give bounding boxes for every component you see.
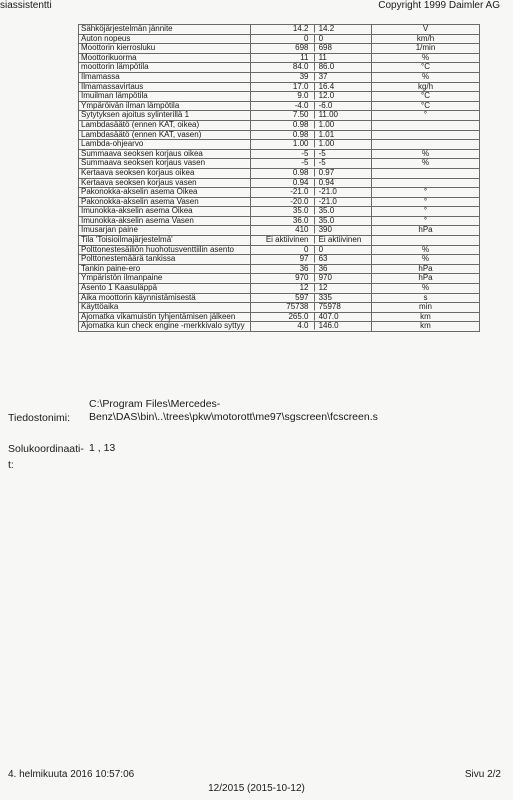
value-b-cell: [312, 111, 372, 121]
table-row: [79, 53, 480, 63]
parameter-name: moottorin lämpötila: [79, 63, 251, 73]
parameter-name: Sytytyksen ajoitus sylinterillä 1: [79, 111, 251, 121]
header-copyright: Copyright 1999 Daimler AG: [378, 0, 500, 11]
value-b-cell: [312, 312, 372, 322]
value-b: 0: [318, 34, 324, 43]
value-b-cell: [312, 255, 372, 265]
table-row: [79, 140, 480, 150]
value-separator: |: [313, 24, 316, 33]
value-b: 0: [318, 245, 324, 254]
value-a: 4.0: [251, 322, 312, 332]
parameter-name: Ajomatka kun check engine -merkkivalo syttyy: [79, 322, 251, 332]
value-b: 146.0: [318, 321, 339, 331]
value-b: -5: [318, 158, 326, 168]
value-b: -21.0: [318, 197, 337, 206]
unit: min: [372, 303, 480, 313]
unit: km/h: [372, 34, 480, 44]
value-a: 12: [251, 284, 312, 294]
table-row: [79, 149, 480, 159]
parameter-name: Ympäröivän ilman lämpötila: [79, 101, 251, 111]
value-b: 390: [318, 225, 332, 235]
value-b-cell: [312, 322, 372, 332]
header-app-name: siassistentti: [0, 0, 52, 11]
parameter-name: Ilmamassavirtaus: [79, 82, 251, 92]
parameter-name: Tila 'Toisioilmajärjestelmä': [79, 236, 251, 246]
value-b-cell: [312, 264, 372, 274]
value-a: 698: [251, 44, 312, 54]
parameter-name: Käyttöaika: [79, 303, 251, 313]
table-row: [79, 25, 480, 35]
unit: km: [372, 322, 480, 332]
table-row: [79, 178, 480, 188]
cell-coordinates-label: Solukoordinaati-t:: [8, 443, 84, 471]
value-separator: |: [313, 168, 316, 177]
value-a: 75738: [251, 303, 312, 313]
table-row: [79, 159, 480, 169]
table-row: [79, 82, 480, 92]
table-row: [79, 264, 480, 274]
value-separator: |: [313, 34, 316, 43]
table-row: [79, 293, 480, 303]
value-b: 407.0: [318, 312, 339, 321]
value-b-cell: [312, 159, 372, 169]
filename-label: Tiedostonimi:: [8, 412, 71, 424]
parameter-name: Lambdasäätö (ennen KAT, vasen): [79, 130, 251, 140]
value-b-cell: [312, 293, 372, 303]
value-b: 14.2: [318, 24, 335, 33]
value-b-cell: [312, 101, 372, 111]
unit: [372, 140, 480, 150]
unit: [372, 130, 480, 140]
value-a: 597: [251, 293, 312, 303]
unit: [372, 168, 480, 178]
value-b-cell: [312, 245, 372, 255]
value-b: 0.94: [318, 178, 335, 187]
unit: [372, 120, 480, 130]
parameter-name: Ympäristön ilmanpaine: [79, 274, 251, 284]
value-separator: |: [313, 130, 316, 139]
value-b: 37: [318, 72, 328, 81]
unit: °: [372, 216, 480, 226]
value-b-cell: [312, 82, 372, 92]
value-b-cell: [312, 168, 372, 178]
parameter-name: Auton nopeus: [79, 34, 251, 44]
unit: V: [372, 25, 480, 35]
value-separator: |: [313, 110, 316, 120]
table-row: [79, 168, 480, 178]
value-b: 63: [318, 254, 328, 264]
value-b-cell: [312, 188, 372, 198]
value-b-cell: [312, 274, 372, 284]
value-separator: |: [313, 139, 316, 149]
value-b: 86.0: [318, 62, 335, 72]
value-b: 970: [318, 273, 332, 283]
value-b-cell: [312, 25, 372, 35]
value-separator: |: [313, 120, 316, 129]
parameter-name: Pakonokka-akselin asema Vasen: [79, 197, 251, 207]
value-separator: |: [313, 245, 316, 254]
cell-coordinates-value: 1 , 13: [89, 442, 116, 454]
parameter-name: Pakonokka-akselin asema Oikea: [79, 188, 251, 198]
value-a: 39: [251, 72, 312, 82]
unit: hPa: [372, 274, 480, 284]
parameter-name: Imusarjan paine: [79, 226, 251, 236]
value-b-cell: [312, 284, 372, 294]
parameter-name: Imunokka-akselin asema Oikea: [79, 207, 251, 217]
value-a: 97: [251, 255, 312, 265]
parameter-name: Aika moottorin käynnistämisestä: [79, 293, 251, 303]
unit: °: [372, 197, 480, 207]
parameter-name: Ilmamassa: [79, 72, 251, 82]
value-b-cell: [312, 63, 372, 73]
value-a: 14.2: [251, 25, 312, 35]
value-separator: |: [313, 312, 316, 321]
table-row: [79, 130, 480, 140]
parameter-name: Ajomatka vikamuistin tyhjentämisen jälkeen: [79, 312, 251, 322]
value-a: 11: [251, 53, 312, 63]
value-b-cell: [312, 149, 372, 159]
unit: km: [372, 312, 480, 322]
value-separator: |: [313, 91, 316, 101]
value-a: 36.0: [251, 216, 312, 226]
value-b-cell: [312, 34, 372, 44]
value-b-cell: [312, 216, 372, 226]
value-a: 17.0: [251, 82, 312, 92]
parameter-name: Kertaava seoksen korjaus oikea: [79, 168, 251, 178]
table-row: [79, 188, 480, 198]
unit: °: [372, 188, 480, 198]
table-row: [79, 255, 480, 265]
table-row: [79, 284, 480, 294]
table-row: [79, 34, 480, 44]
table-row: [79, 207, 480, 217]
value-a: 0: [251, 245, 312, 255]
unit: 1/min: [372, 44, 480, 54]
unit: %: [372, 53, 480, 63]
value-a: 1.00: [251, 140, 312, 150]
parameter-name: Imuilman lämpötila: [79, 92, 251, 102]
value-separator: |: [313, 178, 316, 187]
value-separator: |: [313, 187, 316, 197]
value-b: 1.00: [318, 120, 335, 129]
unit: %: [372, 245, 480, 255]
value-b: -6.0: [318, 101, 333, 110]
value-b: 16.4: [318, 82, 335, 91]
value-b: 35.0: [318, 216, 335, 225]
parameter-name: Lambdasäätö (ennen KAT, oikea): [79, 120, 251, 130]
parameter-name: Imunokka-akselin asema Vasen: [79, 216, 251, 226]
value-a: 0.94: [251, 178, 312, 188]
value-b-cell: [312, 207, 372, 217]
table-row: [79, 120, 480, 130]
value-b-cell: [312, 226, 372, 236]
value-separator: |: [313, 62, 316, 72]
value-a: 35.0: [251, 207, 312, 217]
table-row: [79, 197, 480, 207]
value-b-cell: [312, 72, 372, 82]
value-separator: |: [313, 216, 316, 225]
parameter-name: Kertaava seoksen korjaus vasen: [79, 178, 251, 188]
unit: hPa: [372, 264, 480, 274]
value-separator: |: [313, 53, 316, 62]
value-a: 7.50: [251, 111, 312, 121]
table-row: [79, 44, 480, 54]
unit: °: [372, 207, 480, 217]
unit: kg/h: [372, 82, 480, 92]
value-b-cell: [312, 197, 372, 207]
filename-value: C:\Program Files\Mercedes-Benz\DAS\bin\..\trees\pkw\motorott\me97\sgscreen\fcscreen.s: [89, 398, 378, 423]
value-b: 12: [318, 283, 328, 293]
value-b: -21.0: [318, 187, 337, 197]
unit: °C: [372, 92, 480, 102]
value-b-cell: [312, 140, 372, 150]
value-separator: |: [313, 321, 316, 331]
value-b: 1.00: [318, 139, 335, 149]
actual-values-table: [78, 24, 480, 332]
value-b: 75978: [318, 302, 341, 312]
value-separator: |: [313, 264, 316, 273]
table-row: [79, 216, 480, 226]
table-row: [79, 226, 480, 236]
value-separator: |: [313, 101, 316, 110]
value-b-cell: [312, 92, 372, 102]
unit: %: [372, 149, 480, 159]
value-a: 265.0: [251, 312, 312, 322]
value-b: -5: [318, 149, 326, 158]
value-a: -5: [251, 159, 312, 169]
value-b: 698: [318, 43, 332, 53]
table-row: [79, 274, 480, 284]
value-b-cell: [312, 53, 372, 63]
value-a: 84.0: [251, 63, 312, 73]
value-b-cell: [312, 130, 372, 140]
unit: °C: [372, 63, 480, 73]
value-b-cell: [312, 44, 372, 54]
value-a: -21.0: [251, 188, 312, 198]
value-a: 0.98: [251, 120, 312, 130]
value-b-cell: [312, 120, 372, 130]
actual-values-body: [79, 25, 480, 332]
value-a: 0: [251, 34, 312, 44]
parameter-name: Summaava seoksen korjaus oikea: [79, 149, 251, 159]
unit: s: [372, 293, 480, 303]
value-b-cell: [312, 178, 372, 188]
table-row: [79, 72, 480, 82]
unit: %: [372, 159, 480, 169]
page-number: Sivu 2/2: [464, 769, 501, 780]
table-row: [79, 63, 480, 73]
parameter-name: Summaava seoksen korjaus vasen: [79, 159, 251, 169]
value-separator: |: [313, 225, 316, 235]
value-b: Ei aktiivinen: [318, 235, 362, 245]
value-a: Ei aktiivinen: [251, 236, 312, 246]
value-a: -5: [251, 149, 312, 159]
parameter-name: Moottorin kierrosluku: [79, 44, 251, 54]
value-b: 36: [318, 264, 328, 273]
parameter-name: Lambda-ohjearvo: [79, 140, 251, 150]
table-row: [79, 101, 480, 111]
parameter-name: Sähköjärjestelmän jännite: [79, 25, 251, 35]
value-separator: |: [313, 283, 316, 293]
parameter-name: Polttonestemäärä tankissa: [79, 255, 251, 265]
value-separator: |: [313, 149, 316, 158]
value-a: -20.0: [251, 197, 312, 207]
value-b: 12.0: [318, 91, 335, 101]
value-separator: |: [313, 235, 316, 245]
table-row: [79, 245, 480, 255]
value-a: 0.98: [251, 168, 312, 178]
unit: %: [372, 284, 480, 294]
value-b: 11.00: [318, 110, 339, 120]
parameter-name: Polttonestesäiliön huohotusventtiilin asento: [79, 245, 251, 255]
value-separator: |: [313, 43, 316, 53]
value-separator: |: [313, 82, 316, 91]
table-row: [79, 111, 480, 121]
value-separator: |: [313, 158, 316, 168]
software-version: 12/2015 (2015-10-12): [208, 783, 305, 794]
unit: [372, 178, 480, 188]
value-separator: |: [313, 273, 316, 283]
table-row: [79, 322, 480, 332]
table-row: [79, 312, 480, 322]
unit: hPa: [372, 226, 480, 236]
value-a: 36: [251, 264, 312, 274]
unit: [372, 236, 480, 246]
value-separator: |: [313, 72, 316, 81]
value-a: 0.98: [251, 130, 312, 140]
value-a: 9.0: [251, 92, 312, 102]
value-b: 1.01: [318, 130, 335, 139]
value-b-cell: [312, 236, 372, 246]
table-row: [79, 92, 480, 102]
value-b: 35.0: [318, 206, 335, 216]
print-timestamp: 4. helmikuuta 2016 10:57:06: [8, 769, 135, 780]
value-separator: |: [313, 254, 316, 264]
value-b: 11: [318, 53, 327, 62]
value-a: 410: [251, 226, 312, 236]
value-b-cell: [312, 303, 372, 313]
table-row: [79, 303, 480, 313]
value-separator: |: [313, 302, 316, 312]
value-b: 0.97: [318, 168, 335, 177]
value-a: 970: [251, 274, 312, 284]
value-separator: |: [313, 206, 316, 216]
unit: °C: [372, 101, 480, 111]
value-separator: |: [313, 197, 316, 206]
unit: °: [372, 111, 480, 121]
parameter-name: Tankin paine-ero: [79, 264, 251, 274]
value-separator: |: [313, 293, 316, 302]
unit: %: [372, 72, 480, 82]
unit: %: [372, 255, 480, 265]
parameter-name: Moottorikuorma: [79, 53, 251, 63]
table-row: [79, 236, 480, 246]
value-a: -4.0: [251, 101, 312, 111]
parameter-name: Asento 1 Kaasuläppä: [79, 284, 251, 294]
value-b: 335: [318, 293, 332, 302]
